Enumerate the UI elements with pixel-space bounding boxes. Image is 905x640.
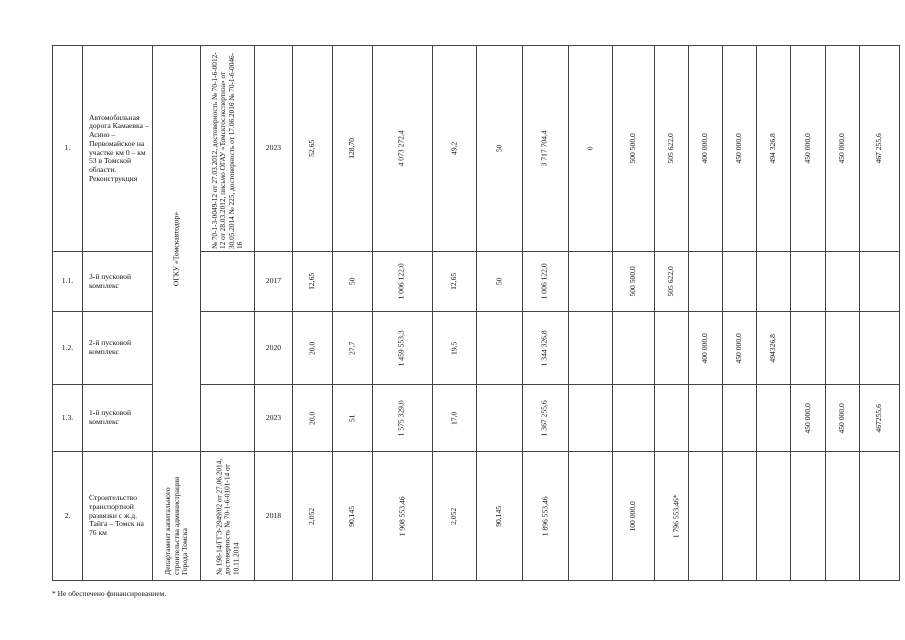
value-cell: 494 326,8 xyxy=(757,46,791,252)
value-cell: 450 000,0 xyxy=(826,46,860,252)
value-cell xyxy=(826,252,860,312)
value-cell: 50 xyxy=(477,252,523,312)
value-cell: 1 896 553,46 xyxy=(523,452,569,581)
value-cell xyxy=(569,252,613,312)
value-cell xyxy=(826,312,860,385)
value-cell xyxy=(655,312,689,385)
value-cell xyxy=(569,385,613,452)
value-cell: 450 000,0 xyxy=(791,46,826,252)
value-cell xyxy=(860,452,900,581)
customer-text: Департамент капитального строительства администрации Города Томска xyxy=(162,476,189,575)
value-cell: 467255,6 xyxy=(860,385,900,452)
value-cell: 1 367 255,6 xyxy=(523,385,569,452)
value-cell: 52,65 xyxy=(293,46,333,252)
value-cell: 450 000,0 xyxy=(723,312,757,385)
documents-text: № 70-1-3-0049-12 от 27.03.2012, достоверность № 70-1-6-0012-12 от 28.03.2012, письмо ОГАУ «Томскгосэкспертиза» от 30.05.2014 № 225, достоверность от 17.06.2016 № 70-1-6-0046-16 xyxy=(209,51,244,249)
value-cell: 128,70 xyxy=(333,46,373,252)
value-cell xyxy=(689,252,723,312)
customer-text: ОГКУ «Томскавтодор» xyxy=(171,211,181,286)
value-cell xyxy=(477,385,523,452)
value-cell: 1 344 326,8 xyxy=(523,312,569,385)
value-cell xyxy=(757,252,791,312)
value-cell xyxy=(613,385,655,452)
documents-text: № 198-14/ГГЭ-2949/02 от 27.06.2014, достоверность № 70-1-6-0101-14 от 10.11.2014 xyxy=(213,458,240,575)
value-cell: 90,145 xyxy=(333,452,373,581)
value-cell: 505 622,0 xyxy=(655,252,689,312)
value-cell xyxy=(723,252,757,312)
value-cell: 27,7 xyxy=(333,312,373,385)
value-cell: 100 000,0 xyxy=(613,452,655,581)
documents-cell xyxy=(201,312,255,385)
customer-cell xyxy=(153,46,201,452)
year-cell: 2023 xyxy=(255,46,293,252)
table-row xyxy=(53,452,900,581)
value-cell xyxy=(860,252,900,312)
value-cell: 51 xyxy=(333,385,373,452)
documents-cell xyxy=(201,46,255,252)
value-cell xyxy=(757,385,791,452)
table-row xyxy=(53,46,900,252)
value-cell xyxy=(723,385,757,452)
year-cell: 2018 xyxy=(255,452,293,581)
project-name: 3-й пусковой комплекс xyxy=(83,252,153,312)
value-cell xyxy=(569,452,613,581)
value-cell xyxy=(569,312,613,385)
footnote: * Не обеспечено финансированием. xyxy=(52,589,167,598)
value-cell: 50 xyxy=(477,46,523,252)
project-name: Автомобильная дорога Камаевка – Асино – Первомайское на участке км 0 – км 53 в Томской области. Реконструкция xyxy=(83,46,153,252)
row-number: 1.1. xyxy=(53,252,83,312)
row-number: 1. xyxy=(53,46,83,252)
value-cell xyxy=(613,312,655,385)
value-cell: 50 xyxy=(333,252,373,312)
value-cell: 1 908 553,46 xyxy=(373,452,433,581)
project-name: 2-й пусковой комплекс xyxy=(83,312,153,385)
value-cell: 0 xyxy=(569,46,613,252)
value-cell: 12,65 xyxy=(293,252,333,312)
value-cell: 49,2 xyxy=(433,46,477,252)
value-cell: 17,0 xyxy=(433,385,477,452)
value-cell: 1 459 553,3 xyxy=(373,312,433,385)
value-cell xyxy=(791,312,826,385)
documents-cell xyxy=(201,452,255,581)
value-cell: 450 000,0 xyxy=(826,385,860,452)
value-cell xyxy=(860,312,900,385)
customer-cell xyxy=(153,452,201,581)
documents-cell xyxy=(201,385,255,452)
value-cell xyxy=(655,385,689,452)
value-cell: 1 006 122,0 xyxy=(523,252,569,312)
value-cell: 500 500,0 xyxy=(613,252,655,312)
value-cell: 500 500,0 xyxy=(613,46,655,252)
value-cell: 450 000,0 xyxy=(791,385,826,452)
value-cell: 1 796 553,46* xyxy=(655,452,689,581)
project-name: Строительство транспортной развязки с ж.д. Тайга – Томск на 76 км xyxy=(83,452,153,581)
value-cell: 450 000,0 xyxy=(723,46,757,252)
year-cell: 2023 xyxy=(255,385,293,452)
value-cell: 400 000,0 xyxy=(689,46,723,252)
value-cell: 19,5 xyxy=(433,312,477,385)
value-cell: 20,0 xyxy=(293,312,333,385)
road-projects-table xyxy=(52,45,900,581)
row-number: 2. xyxy=(53,452,83,581)
value-cell xyxy=(723,452,757,581)
value-cell: 20,0 xyxy=(293,385,333,452)
value-cell xyxy=(826,452,860,581)
row-number: 1.3. xyxy=(53,385,83,452)
value-cell: 1 575 329,0 xyxy=(373,385,433,452)
value-cell xyxy=(791,252,826,312)
value-cell: 3 717 704,4 xyxy=(523,46,569,252)
project-name: 1-й пусковой комплекс xyxy=(83,385,153,452)
year-cell: 2017 xyxy=(255,252,293,312)
documents-cell xyxy=(201,252,255,312)
value-cell: 4 073 272,4 xyxy=(373,46,433,252)
value-cell: 2,052 xyxy=(433,452,477,581)
value-cell xyxy=(791,452,826,581)
value-cell xyxy=(757,452,791,581)
value-cell xyxy=(689,452,723,581)
value-cell: 400 000,0 xyxy=(689,312,723,385)
row-number: 1.2. xyxy=(53,312,83,385)
value-cell: 467 255,6 xyxy=(860,46,900,252)
value-cell: 2,052 xyxy=(293,452,333,581)
value-cell: 90,145 xyxy=(477,452,523,581)
value-cell xyxy=(477,312,523,385)
value-cell: 1 006 122,0 xyxy=(373,252,433,312)
value-cell: 12,65 xyxy=(433,252,477,312)
value-cell: 494326,8 xyxy=(757,312,791,385)
year-cell: 2020 xyxy=(255,312,293,385)
value-cell xyxy=(689,385,723,452)
value-cell: 505 622,0 xyxy=(655,46,689,252)
